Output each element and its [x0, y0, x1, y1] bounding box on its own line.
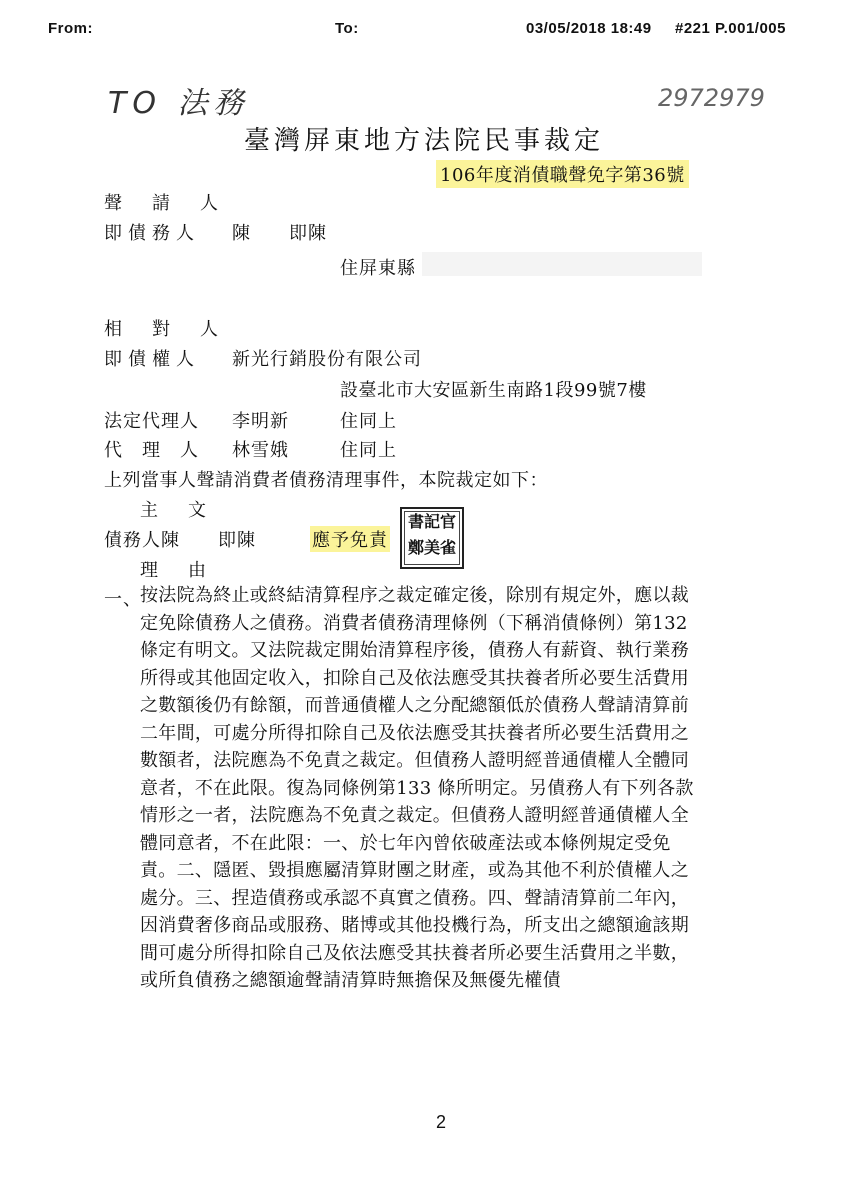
handwritten-number: 2972979 [658, 84, 765, 112]
reason-marker: 一、 [104, 589, 142, 610]
main-text-heading: 主 文 [140, 500, 212, 521]
agent-label: 代 理 人 [104, 440, 199, 461]
creditor-address: 設臺北市大安區新生南路1段99號7樓 [340, 380, 647, 401]
clerk-seal [400, 507, 464, 569]
fax-datetime: 03/05/2018 18:49 [526, 20, 652, 37]
debtor-name: 陳 即陳 [232, 223, 327, 244]
applicant-label: 聲 請 人 [104, 193, 224, 214]
redacted-address [422, 252, 702, 276]
main-text-debtor: 債務人陳 即陳 [104, 530, 256, 551]
debtor-label: 即債務人 [104, 223, 200, 244]
seal-line-2: 鄭美雀 [407, 538, 456, 557]
legal-rep-name: 李明新 [232, 411, 289, 432]
handwritten-note: TO 法務 [108, 86, 250, 121]
fax-from-label: From: [48, 20, 93, 37]
agent-address: 住同上 [340, 440, 397, 461]
legal-rep-label: 法定代理人 [104, 411, 199, 432]
seal-line-1: 書記官 [407, 512, 456, 531]
statement: 上列當事人聲請消費者債務清理事件，本院裁定如下： [104, 470, 548, 491]
debtor-address: 住屏東縣 [340, 258, 416, 279]
fax-to-label: To: [335, 20, 359, 37]
page-number: 2 [436, 1112, 447, 1132]
respondent-label: 相 對 人 [104, 319, 224, 340]
fax-page-indicator: #221 P.001/005 [675, 20, 786, 37]
creditor-name: 新光行銷股份有限公司 [232, 349, 422, 370]
creditor-label: 即債權人 [104, 349, 200, 370]
reason-paragraph: 按法院為終止或終結清算程序之裁定確定後，除別有規定外，應以裁定免除債務人之債務。消費者債務清理條例（下稱消債條例）第132 條定有明文。又法院裁定開始清算程序後，債務人有薪資、執行業務所得或其他固定收入，扣除自己及依法應受其扶養者所必要生活費用之數額後仍有餘額，而普通債權人之分配總額低於債務人聲請清算前二年間，可處分所得扣除自己及依法應受其扶養者所必要生活費用之數額者，法院應為不免責之裁定。但債務人證明經普通債權人全體同意者，不在此限。復為同條例第133 條所明定。另債務人有下列各款情形之一者，法院應為不免責之裁定。但債務人證明經普通債權人全體同意者，不在此限：一、於七年內曾依破產法或本條例規定受免責。二、隱匿、毀損應屬清算財團之財產，或為其他不利於債權人之處分。三、捏造債務或承認不真實之債務。四、聲請清算前二年內，因消費奢侈商品或服務、賭博或其他投機行為，所支出之總額逾該期間可處分所得扣除自己及依法應受其扶養者所必要生活費用之半數，或所負債務之總額逾聲請清算時無擔保及無優先權債 [140, 585, 694, 991]
agent-name: 林雪娥 [232, 440, 289, 461]
document-title: 臺灣屏東地方法院民事裁定 [243, 126, 604, 156]
case-number: 106年度消債職聲免字第36號 [436, 160, 689, 188]
main-text-ruling: 應予免責 [310, 526, 390, 552]
reason-heading: 理 由 [140, 560, 212, 581]
legal-rep-address: 住同上 [340, 411, 397, 432]
